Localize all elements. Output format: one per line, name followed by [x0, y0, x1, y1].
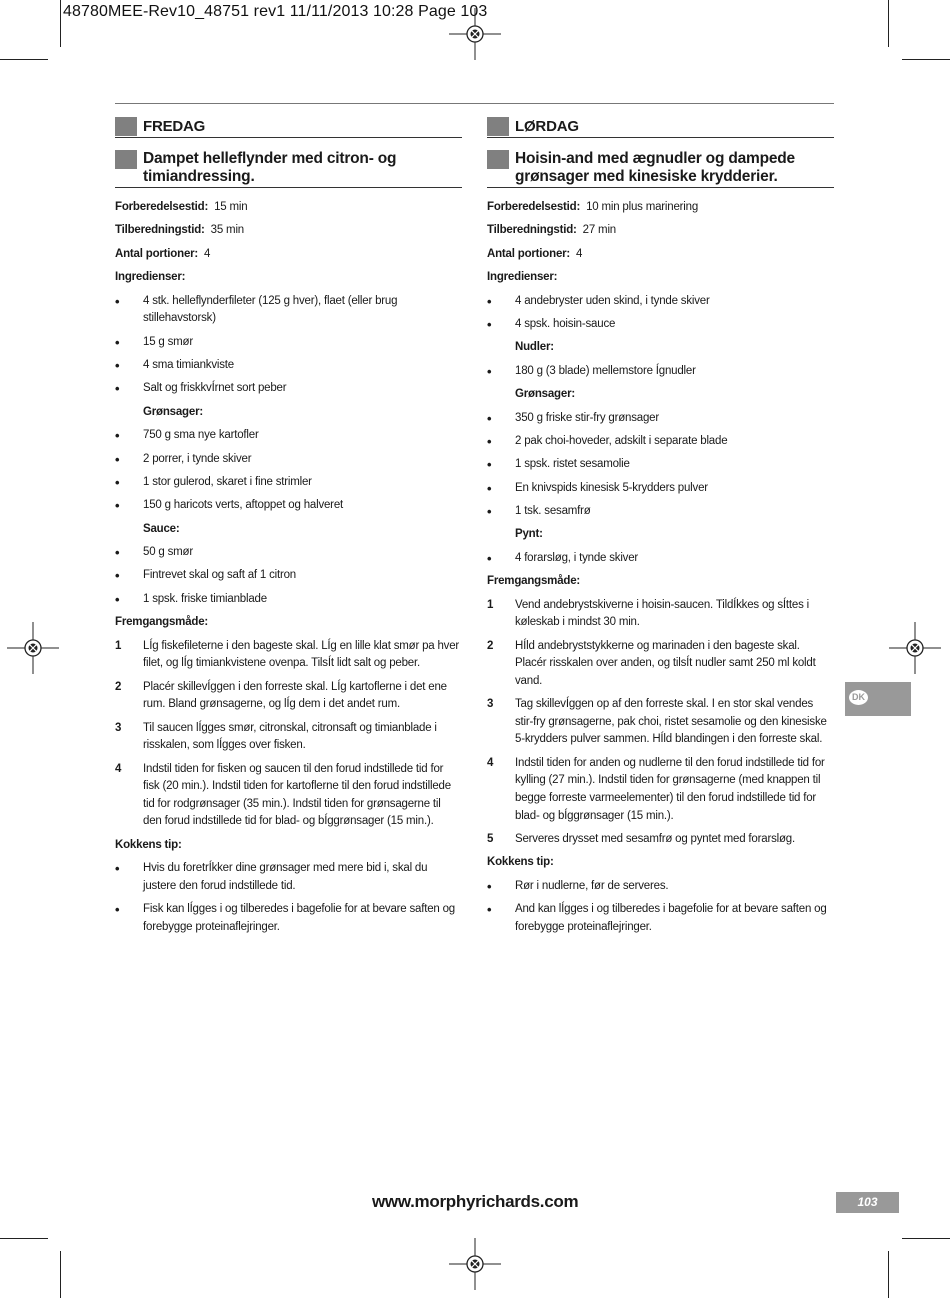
- meta-label: Antal portioner:: [487, 247, 571, 260]
- item-text: Fisk kan lÍgges i og tilberedes i bagefolie for at bevare saften og forebygge proteinaflejringer.: [143, 903, 455, 933]
- step-text: Indstil tiden for fisken og saucen til den forud indstillede tid for fisk (20 min.). Indstil tiden for kartoflerne til den forud indstillede tid for rodgrønsager (35 min.). Indstil tiden for grønsagerne til den forud indstillede tid for blad- og bÍggrønsager (15 min.).: [143, 762, 451, 828]
- item-text: Salt og friskkvÍrnet sort peber: [143, 382, 287, 395]
- section-label: Kokkens tip:: [115, 838, 182, 851]
- item-text: 4 spsk. hoisin-sauce: [515, 317, 616, 330]
- website-url[interactable]: www.morphyrichards.com: [372, 1192, 579, 1211]
- meta-value: 15 min: [214, 201, 248, 213]
- list-item: [487, 456, 834, 474]
- bullet-icon: •: [487, 480, 492, 496]
- subsection-label: Nudler:: [515, 341, 554, 354]
- bullet-icon: •: [115, 381, 120, 397]
- step-text: Serveres drysset med sesamfrø og pyntet med forarsløg.: [515, 832, 795, 845]
- crop-mark: [902, 1238, 950, 1239]
- heading-marker: [487, 150, 509, 169]
- list-item: [115, 427, 462, 445]
- step-number: 3: [487, 698, 494, 711]
- list-item: [487, 480, 834, 498]
- step-text: Vend andebrystskiverne i hoisin-saucen. TildÍkkes og sÍttes i køleskab i mindst 30 min.: [515, 598, 809, 629]
- registration-mark-bottom: [449, 1238, 501, 1290]
- list-item: [487, 433, 834, 451]
- bullet-icon: •: [487, 293, 492, 309]
- subsection-label: Sauce:: [143, 522, 180, 535]
- section-label: Kokkens tip:: [487, 856, 554, 869]
- method-step: [487, 755, 834, 825]
- registration-mark-left: [7, 622, 59, 674]
- list-item: [115, 474, 462, 492]
- bullet-icon: •: [487, 316, 492, 332]
- crop-mark: [0, 1238, 48, 1239]
- meta-row: [115, 222, 462, 240]
- recipe-meta: [115, 199, 462, 263]
- meta-row: [115, 246, 462, 264]
- registration-mark-right: [889, 622, 941, 674]
- meta-value: 4: [576, 247, 583, 260]
- step-number: 2: [115, 680, 122, 693]
- list-item: [487, 316, 834, 334]
- crop-mark: [0, 59, 48, 60]
- crop-mark: [888, 1251, 889, 1298]
- bullet-icon: •: [115, 334, 120, 350]
- list-item: [115, 860, 462, 895]
- section-label: Ingredienser:: [487, 271, 558, 284]
- meta-label: Forberedelsestid:: [487, 201, 581, 213]
- method-step: [487, 597, 834, 632]
- list-item: [487, 878, 834, 896]
- bullet-icon: •: [115, 293, 120, 309]
- item-text: Rør i nudlerne, før de serveres.: [515, 879, 669, 892]
- meta-label: Antal portioner:: [115, 247, 199, 260]
- item-text: 150 g haricots verts, aftoppet og halveret: [143, 499, 344, 512]
- item-text: 15 g smør: [143, 335, 193, 348]
- recipe-heading: [115, 150, 462, 188]
- item-text: And kan lÍgges i og tilberedes i bagefolie for at bevare saften og forebygge proteinaflejringer.: [515, 903, 827, 933]
- bullet-icon: •: [115, 498, 120, 514]
- step-number: 2: [487, 639, 494, 652]
- meta-label: Tilberedningstid:: [487, 224, 577, 237]
- bullet-icon: •: [487, 878, 492, 894]
- step-number: 5: [487, 832, 494, 845]
- heading-marker: [487, 117, 509, 136]
- subsection-label: Grønsager:: [143, 405, 203, 418]
- list-item: [487, 503, 834, 521]
- meta-value: 4: [204, 247, 211, 260]
- item-text: 4 sma timiankviste: [143, 358, 234, 371]
- list-item: [115, 380, 462, 398]
- item-text: 1 stor gulerod, skaret i fine strimler: [143, 475, 312, 488]
- list-item: [115, 567, 462, 585]
- bullet-icon: •: [487, 410, 492, 426]
- step-number: 1: [115, 639, 122, 652]
- recipe-body: [115, 269, 462, 936]
- bullet-icon: •: [115, 545, 120, 561]
- list-item: [487, 901, 834, 936]
- step-number: 3: [115, 721, 122, 734]
- bullet-icon: •: [487, 902, 492, 918]
- item-text: 2 pak choi-hoveder, adskilt i separate blade: [515, 434, 728, 447]
- method-step: [487, 696, 834, 749]
- day-heading: [115, 115, 462, 138]
- step-number: 4: [487, 756, 494, 769]
- recipe-title: Dampet helleflynder med citron- og timiandressing.: [143, 150, 397, 185]
- meta-value: 35 min: [210, 224, 244, 237]
- item-text: 4 forarsløg, i tynde skiver: [515, 551, 639, 564]
- bullet-icon: •: [487, 504, 492, 520]
- crop-mark: [888, 0, 889, 47]
- list-item: [487, 550, 834, 568]
- item-text: Hvis du foretrÍkker dine grønsager med mere bid i, skal du justere den forud indstillede tid.: [143, 862, 428, 892]
- subsection-label: Pynt:: [515, 528, 543, 541]
- item-text: 1 tsk. sesamfrø: [515, 505, 591, 518]
- meta-label: Forberedelsestid:: [115, 201, 209, 213]
- bullet-icon: •: [115, 861, 120, 877]
- method-step: [115, 679, 462, 714]
- recipe-heading: [487, 150, 834, 188]
- language-badge: DK: [849, 690, 868, 705]
- recipe-title: Hoisin-and med ægnudler og dampede grønsager med kinesiske krydderier.: [515, 150, 795, 185]
- list-item: [487, 363, 834, 381]
- list-item: [115, 591, 462, 609]
- subsection-label: Grønsager:: [515, 388, 575, 401]
- bullet-icon: •: [115, 357, 120, 373]
- bullet-icon: •: [115, 428, 120, 444]
- crop-mark: [60, 1251, 61, 1298]
- method-step: [487, 831, 834, 849]
- day-heading: [487, 115, 834, 138]
- item-text: 2 porrer, i tynde skiver: [143, 452, 252, 465]
- list-item: [487, 410, 834, 428]
- bullet-icon: •: [487, 457, 492, 473]
- meta-row: [115, 199, 462, 217]
- section-label: Fremgangsmåde:: [115, 616, 209, 629]
- print-header: 48780MEE-Rev10_48751 rev1 11/11/2013 10:28 Page 103: [63, 3, 488, 20]
- list-item: [115, 901, 462, 936]
- step-text: Til saucen lÍgges smør, citronskal, citronsaft og timianblade i risskalen, som lÍgges over fisken.: [143, 721, 437, 752]
- item-text: Fintrevet skal og saft af 1 citron: [143, 569, 296, 582]
- language-tab: [845, 682, 911, 716]
- top-rule: [115, 103, 834, 104]
- section-label: Fremgangsmåde:: [487, 575, 581, 588]
- list-item: [115, 357, 462, 375]
- crop-mark: [60, 0, 61, 47]
- list-item: [115, 334, 462, 352]
- heading-marker: [115, 117, 137, 136]
- step-text: Placér skillevÍggen i den forreste skal. LÍg kartoflerne i det ene rum. Bland grønsagerne, og lÍg dem i det andet rum.: [143, 680, 447, 711]
- item-text: 750 g sma nye kartofler: [143, 429, 259, 442]
- bullet-icon: •: [115, 474, 120, 490]
- item-text: 1 spsk. friske timianblade: [143, 592, 267, 605]
- heading-marker: [115, 150, 137, 169]
- list-item: [115, 497, 462, 515]
- method-step: [115, 761, 462, 831]
- bullet-icon: •: [487, 433, 492, 449]
- meta-row: [487, 246, 834, 264]
- item-text: 50 g smør: [143, 546, 193, 559]
- item-text: 180 g (3 blade) mellemstore Ígnudler: [515, 364, 696, 377]
- item-text: 4 andebryster uden skind, i tynde skiver: [515, 294, 710, 307]
- step-text: HÍld andebryststykkerne og marinaden i den bageste skal. Placér risskalen over anden, og tilsÍt nudler samt 250 ml koldt vand.: [515, 639, 816, 687]
- meta-value: 10 min plus marinering: [586, 201, 699, 213]
- step-text: Indstil tiden for anden og nudlerne til den forud indstillede tid for kylling (27 min.). Indstil tiden for grønsagerne (med knappen til begge forreste varmeelementer) til den forud indstillede tid for blad- og bÍggrønsager (15 min.).: [515, 756, 825, 822]
- method-step: [487, 638, 834, 691]
- meta-row: [487, 222, 834, 240]
- left-column: [115, 115, 462, 936]
- list-item: [115, 293, 462, 328]
- method-step: [115, 720, 462, 755]
- crop-mark: [902, 59, 950, 60]
- item-text: 4 stk. helleflynderfileter (125 g hver), flaet (eller brug stillehavstorsk): [143, 294, 398, 325]
- step-number: 1: [487, 598, 494, 611]
- bullet-icon: •: [487, 550, 492, 566]
- right-column: [487, 115, 834, 936]
- method-step: [115, 638, 462, 673]
- list-item: [115, 544, 462, 562]
- bullet-icon: •: [115, 591, 120, 607]
- bullet-icon: •: [115, 568, 120, 584]
- registration-mark-top: [449, 8, 501, 60]
- meta-row: [487, 199, 834, 217]
- step-number: 4: [115, 762, 122, 775]
- meta-label: Tilberedningstid:: [115, 224, 205, 237]
- day-title: LØRDAG: [515, 117, 579, 135]
- bullet-icon: •: [115, 902, 120, 918]
- bullet-icon: •: [487, 363, 492, 379]
- bullet-icon: •: [115, 451, 120, 467]
- day-title: FREDAG: [143, 117, 206, 135]
- page-number: 103: [836, 1192, 899, 1213]
- item-text: 350 g friske stir-fry grønsager: [515, 411, 659, 424]
- list-item: [115, 451, 462, 469]
- item-text: En knivspids kinesisk 5-krydders pulver: [515, 481, 708, 494]
- recipe-body: [487, 269, 834, 936]
- step-text: Tag skillevÍggen op af den forreste skal. I en stor skal vendes stir-fry grønsagerne, pak choi, ristet sesamolie og den kinesiske 5-krydders pulver sammen. HÍld blandingen i den forreste skal.: [515, 698, 827, 746]
- step-text: LÍg fiskefileterne i den bageste skal. LÍg en lille klat smør pa hver filet, og lÍg timiankvistene ovenpa. TilsÍt lidt salt og peber.: [143, 639, 460, 670]
- recipe-meta: [487, 199, 834, 263]
- list-item: [487, 293, 834, 311]
- meta-value: 27 min: [582, 224, 616, 237]
- item-text: 1 spsk. ristet sesamolie: [515, 458, 630, 471]
- section-label: Ingredienser:: [115, 271, 186, 284]
